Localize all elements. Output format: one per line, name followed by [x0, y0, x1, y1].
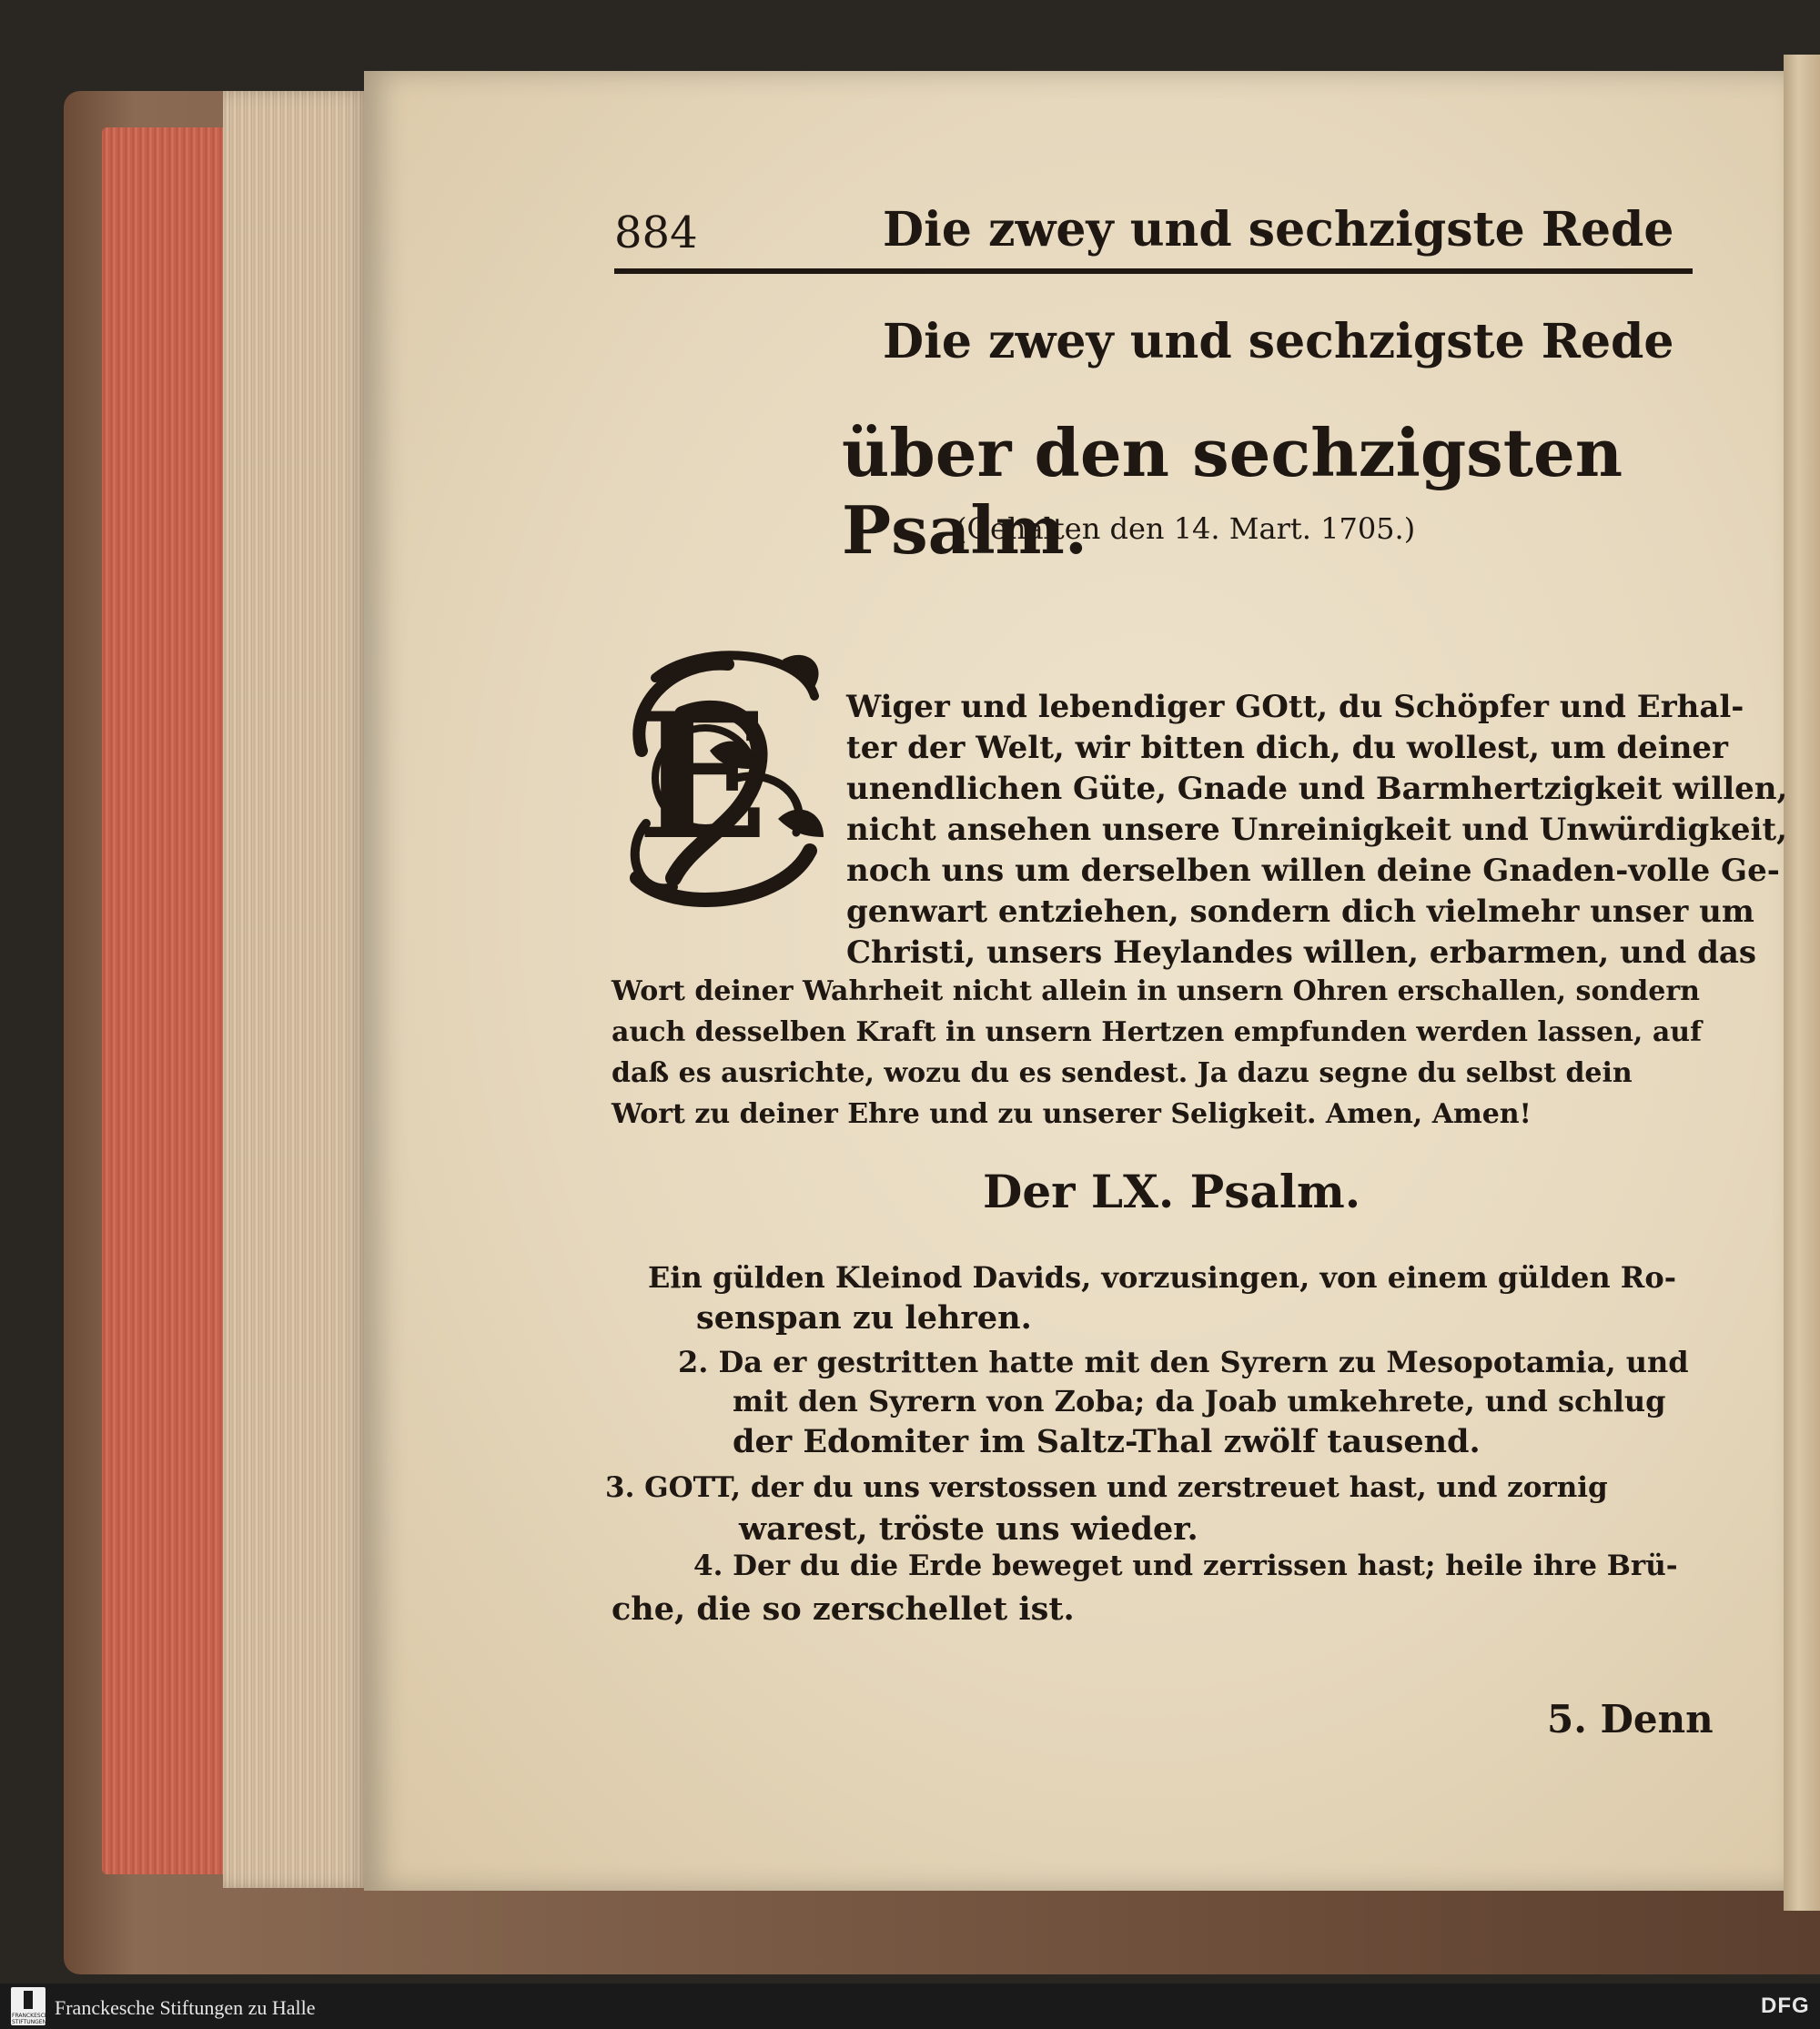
prayer-line: genwart entziehen, sondern dich vielmehr unser um [846, 893, 1754, 930]
page-number: 884 [614, 207, 698, 258]
prayer-line: ter der Welt, wir bitten dich, du wollest, um deiner [846, 730, 1728, 766]
dfg-logo: DFG [1761, 1994, 1810, 2018]
footer-institution: Franckesche Stiftungen zu Halle [55, 1996, 316, 2019]
prayer-line: Wort deiner Wahrheit nicht allein in unsern Ohren erschallen, sondern [612, 975, 1700, 1007]
psalm-verse-line: mit den Syrern von Zoba; da Joab umkehrete, und schlug [733, 1384, 1666, 1418]
prayer-line: daß es ausrichte, wozu du es sendest. Ja dazu segne du selbst dein [612, 1057, 1633, 1089]
psalm-verse-line: Ein gülden Kleinod Davids, vorzusingen, von einem gülden Ro- [648, 1260, 1676, 1295]
facing-page-edge [1784, 55, 1820, 1911]
institution-logo [11, 1987, 53, 2025]
logo-text: FRANCKESCHE STIFTUNGEN [12, 2013, 53, 2025]
prayer-line: nicht ansehen unsere Unreinigkeit und Unwürdigkeit, [846, 812, 1787, 848]
decorated-initial-letter [619, 641, 833, 910]
prayer-line: Wort zu deiner Ehre und zu unserer Seligkeit. Amen, Amen! [612, 1098, 1532, 1130]
catchword: 5. Denn [1547, 1697, 1714, 1741]
rede-title: Die zwey und sechzigste Rede [883, 314, 1674, 369]
prayer-line: Wiger und lebendiger GOtt, du Schöpfer und Erhal- [846, 689, 1744, 725]
running-head: Die zwey und sechzigste Rede [883, 202, 1674, 257]
psalm-verse-line: 3. GOTT, der du uns verstossen und zerstreuet hast, und zornig [605, 1471, 1608, 1504]
page-edge-red [102, 127, 238, 1874]
prayer-line: auch desselben Kraft in unsern Hertzen empfunden werden lassen, auf [612, 1016, 1702, 1048]
psalm-verse-line: che, die so zerschellet ist. [612, 1590, 1075, 1628]
psalm-verse-line: senspan zu lehren. [696, 1299, 1032, 1337]
prayer-line: unendlichen Güte, Gnade und Barmhertzigkeit willen, [846, 771, 1788, 807]
psalm-title: über den sechzigsten Psalm. [842, 414, 1623, 569]
psalm-verse-line: 4. Der du die Erde beweget und zerrissen hast; heile ihre Brü- [693, 1550, 1678, 1582]
logo-mark-icon [24, 1991, 33, 2009]
psalm-verse-line: 2. Da er gestritten hatte mit den Syrern zu Mesopotamia, und [678, 1345, 1689, 1379]
date-line: (Gehalten den 14. Mart. 1705.) [956, 511, 1416, 546]
psalm-verse-line: warest, tröste uns wieder. [739, 1510, 1198, 1548]
prayer-line: noch uns um derselben willen deine Gnaden-volle Ge- [846, 853, 1780, 889]
psalm-heading: Der LX. Psalm. [983, 1165, 1361, 1218]
prayer-line: Christi, unsers Heylandes willen, erbarmen, und das [846, 934, 1757, 971]
header-rule [614, 268, 1693, 274]
psalm-verse-line: der Edomiter im Saltz-Thal zwölf tausend. [733, 1423, 1481, 1460]
page-stack [223, 91, 369, 1888]
initial-letter-glyph: E [636, 675, 769, 878]
